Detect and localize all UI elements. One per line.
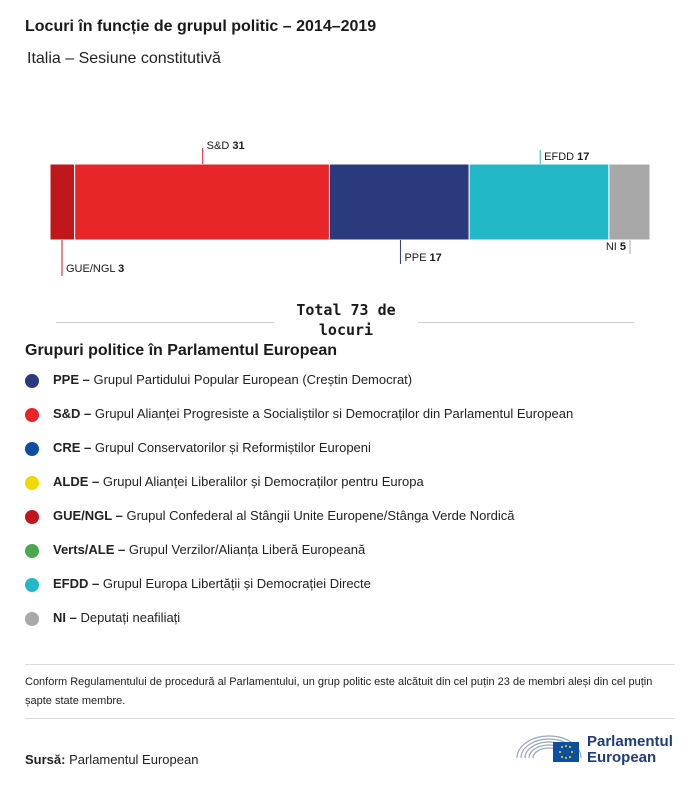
legend-description: Grupul Confederal al Stângii Unite Europene/Stânga Verde Nordică	[122, 508, 515, 523]
bar-segment-sd	[75, 164, 330, 240]
legend-description: Grupul Conservatorilor și Reformiștilor Europeni	[91, 440, 371, 455]
data-label: NI 5	[605, 241, 626, 253]
parliament-hemicycle-icon	[515, 728, 583, 768]
data-label: PPE 17	[404, 252, 442, 264]
legend-dot-icon	[25, 510, 39, 524]
legend-dot-icon	[25, 544, 39, 558]
legend-abbr: CRE –	[53, 440, 92, 455]
legend-dot-icon	[25, 476, 39, 490]
bar-segment-ppe	[329, 164, 469, 240]
total-label: Total 73 de locuri	[296, 301, 396, 339]
note-divider-bottom	[25, 718, 675, 719]
legend-label	[53, 610, 180, 625]
legend-description: Deputați neafiliați	[76, 610, 181, 625]
stacked-bar-chart	[0, 0, 700, 300]
legend-abbr: NI –	[53, 610, 77, 625]
total-divider-right	[418, 322, 634, 323]
data-label: S&D 31	[206, 140, 245, 152]
page-subtitle: Italia – Sesiune constitutivă	[27, 50, 221, 67]
legend-abbr: S&D –	[53, 406, 92, 421]
bar-segment-efdd	[469, 164, 609, 240]
note-divider-top	[25, 664, 675, 665]
bar-segment-ni	[609, 164, 650, 240]
data-label: GUE/NGL 3	[66, 263, 125, 275]
legend-dot-icon	[25, 578, 39, 592]
legend-label	[53, 508, 515, 523]
bar-segment-guengl	[50, 164, 75, 240]
page-title: Locuri în funcție de grupul politic – 2014–2019	[25, 18, 377, 35]
source	[25, 752, 198, 767]
legend-description: Grupul Verzilor/Alianța Liberă Europeană	[125, 542, 366, 557]
data-label: EFDD 17	[544, 151, 590, 163]
legend-abbr: PPE –	[53, 372, 90, 387]
legend-abbr: EFDD –	[53, 576, 100, 591]
legend-dot-icon	[25, 442, 39, 456]
legend-label	[53, 474, 424, 489]
total-seats	[56, 300, 634, 340]
legend-abbr: ALDE –	[53, 474, 100, 489]
logo-line-1: Parlamentul	[587, 733, 673, 750]
legend-label	[53, 372, 412, 387]
legend-label	[53, 440, 371, 455]
legend-label	[53, 576, 371, 591]
legend-abbr: GUE/NGL –	[53, 508, 123, 523]
source-text: Parlamentul European	[65, 752, 199, 767]
legend-description: Grupul Alianței Liberalilor și Democraților pentru Europa	[99, 474, 424, 489]
legend-abbr: Verts/ALE –	[53, 542, 126, 557]
legend-dot-icon	[25, 374, 39, 388]
footnote: Conform Regulamentului de procedură al Parlamentului, un grup politic este alcătuit din cel puțin 23 de membri aleși din cel puțin șapte state membre.	[25, 676, 653, 707]
european-parliament-logo	[515, 728, 680, 768]
logo-line-2: European	[587, 749, 657, 766]
legend-label	[53, 406, 573, 421]
legend-description: Grupul Europa Libertății și Democrației Directe	[99, 576, 371, 591]
legend-dot-icon	[25, 408, 39, 422]
total-divider-left	[56, 322, 274, 323]
legend-label	[53, 542, 365, 557]
legend-description: Grupul Partidului Popular European (Creștin Democrat)	[89, 372, 413, 387]
legend-dot-icon	[25, 612, 39, 626]
source-label: Sursă:	[25, 752, 66, 767]
legend-description: Grupul Alianței Progresiste a Socialiștilor si Democraților din Parlamentul European	[91, 406, 574, 421]
logo-text	[587, 734, 673, 766]
legend-title: Grupuri politice în Parlamentul European	[25, 342, 338, 359]
